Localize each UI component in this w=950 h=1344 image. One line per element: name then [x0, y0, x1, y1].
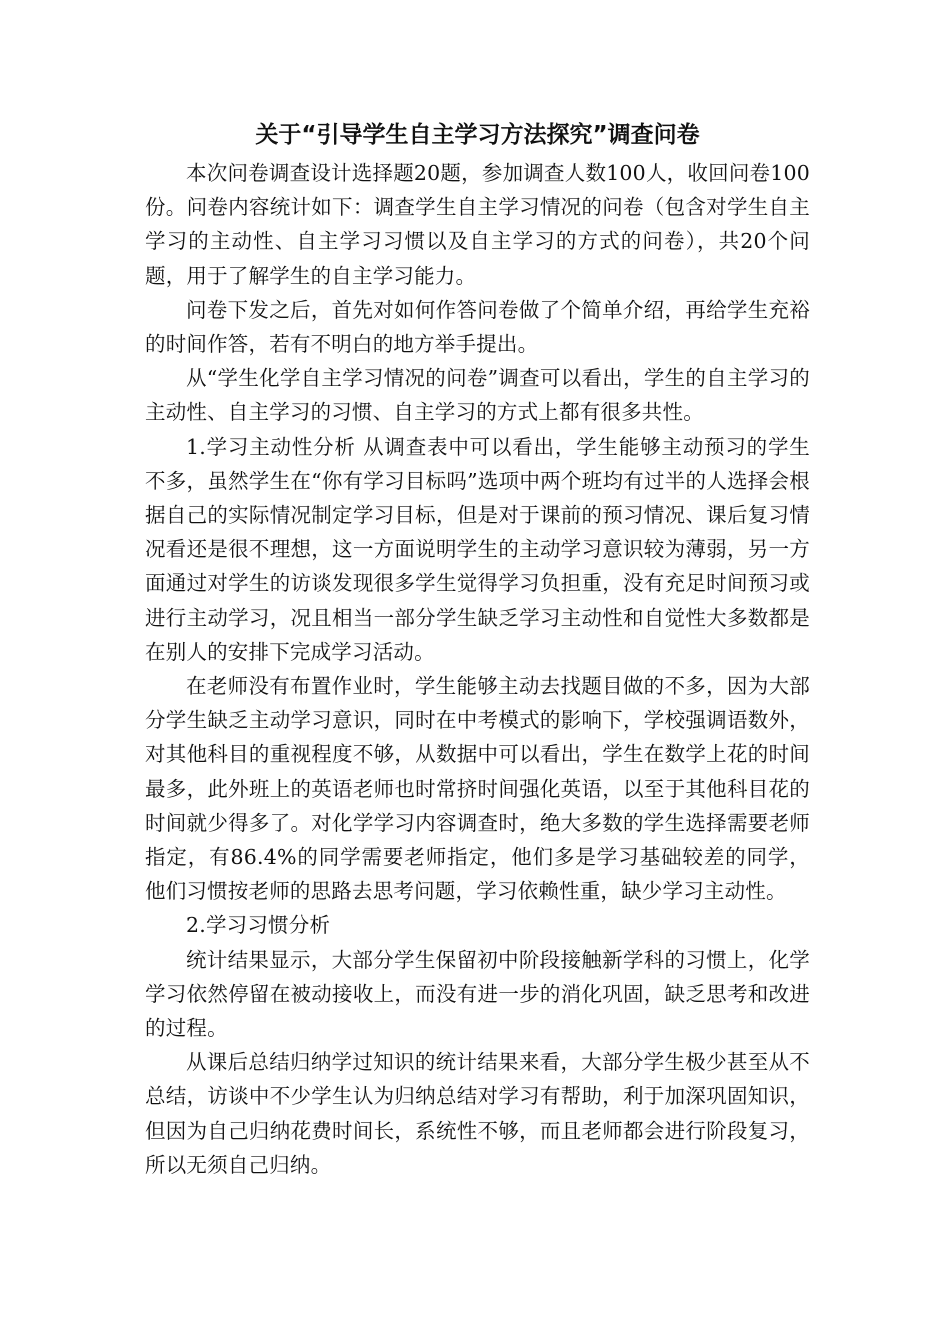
paragraph-statistics: 统计结果显示，大部分学生保留初中阶段接触新学科的习惯上，化学学习依然停留在被动接收上，而没有进一步的消化巩固，缺乏思考和改进的过程。	[145, 947, 810, 1041]
document-title: 关于“引导学生自主学习方法探究”调查问卷	[255, 122, 700, 148]
paragraph-intro: 本次问卷调查设计选择题20题，参加调查人数100人，收回问卷100份。问卷内容统计如下：调查学生自主学习情况的问卷（包含对学生自主学习的主动性、自主学习习惯以及自主学习的方式的问卷），共20个问题，用于了解学生的自主学习能力。	[145, 161, 810, 288]
paragraph-findings: 从“学生化学自主学习情况的问卷”调查可以看出，学生的自主学习的主动性、自主学习的习惯、自主学习的方式上都有很多共性。	[145, 366, 810, 425]
paragraph-distribution: 问卷下发之后，首先对如何作答问卷做了个简单介绍，再给学生充裕的时间作答，若有不明白的地方举手提出。	[145, 297, 810, 357]
paragraph-homework: 在老师没有布置作业时，学生能够主动去找题目做的不多，因为大部分学生缺乏主动学习意识，同时在中考模式的影响下，学校强调语数外，对其他科目的重视程度不够，从数据中可以看出，学生在数学上花的时间最多，此外班上的英语老师也时常挤时间强化英语，以至于其他科目花的时间就少得多了。对化学学习内容调查时，绝大多数的学生选择需要老师指定，有86.4%的同学需要老师指定，他们多是学习基础较差的同学，他们习惯按老师的思路去思考问题，学习依赖性重，缺少学习主动性。	[145, 674, 810, 904]
paragraph-summary: 从课后总结归纳学过知识的统计结果来看，大部分学生极少甚至从不总结，访谈中不少学生认为归纳总结对学习有帮助，利于加深巩固知识，但因为自己归纳花费时间长，系统性不够，而且老师都会进行阶段复习，所以无须自己归纳。	[145, 1050, 810, 1177]
document-body	[145, 156, 810, 1182]
paragraph-initiative-analysis: 1.学习主动性分析 从调查表中可以看出，学生能够主动预习的学生不多，虽然学生在“你有学习目标吗”选项中两个班均有过半的人选择会根据自己的实际情况制定学习目标，但是对于课前的预习情况、课后复习情况看还是很不理想，这一方面说明学生的主动学习意识较为薄弱，另一方面通过对学生的访谈发现很多学生觉得学习负担重，没有充足时间预习或进行主动学习，况且相当一部分学生缺乏学习主动性和自觉性大多数都是在别人的安排下完成学习活动。	[145, 434, 810, 664]
section-heading-habits: 2.学习习惯分析	[186, 913, 331, 938]
